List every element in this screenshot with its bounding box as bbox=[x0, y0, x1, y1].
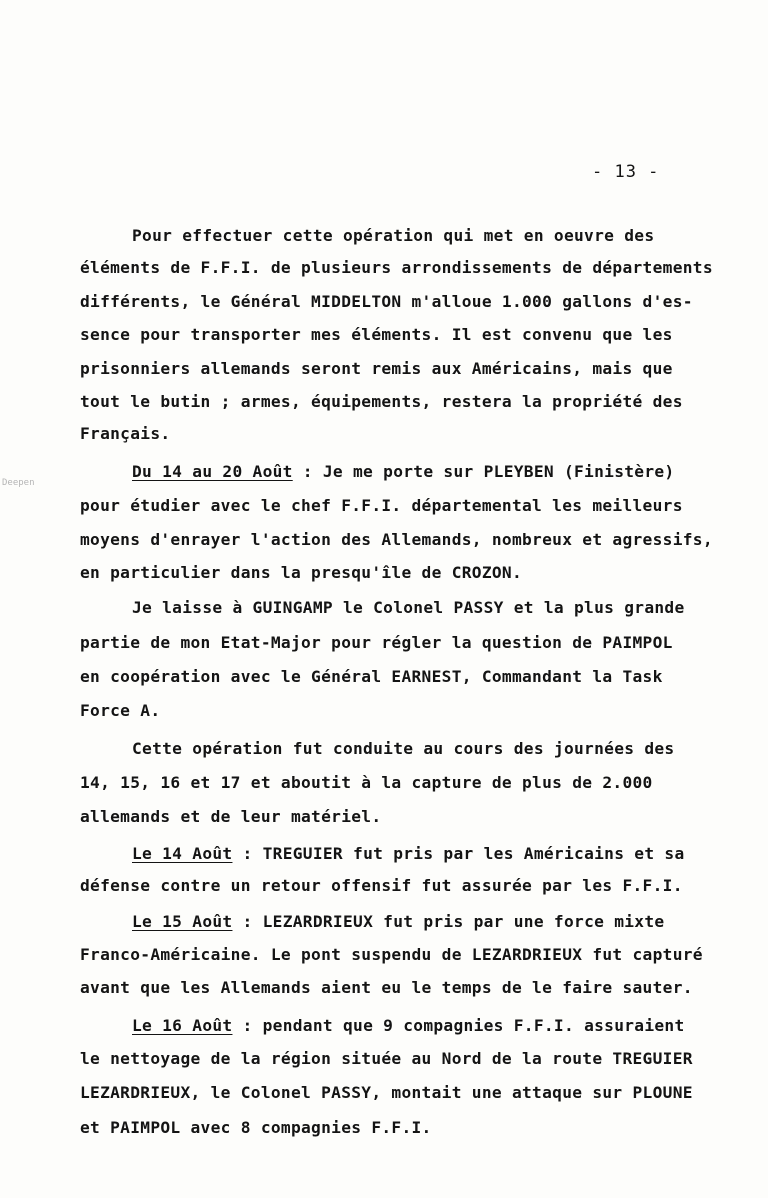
text-line bbox=[80, 667, 745, 687]
text-line bbox=[132, 1016, 768, 1036]
line-text: éléments de F.F.I. de plusieurs arrondissements de départements bbox=[80, 258, 713, 277]
line-text: Cette opération fut conduite au cours des journées des bbox=[132, 739, 675, 758]
line-text: : pendant que 9 compagnies F.F.I. assuraient bbox=[232, 1016, 685, 1035]
line-text: tout le butin ; armes, équipements, restera la propriété des bbox=[80, 392, 683, 411]
text-line bbox=[80, 978, 745, 998]
line-text: moyens d'enrayer l'action des Allemands, nombreux et agressifs, bbox=[80, 530, 713, 549]
text-line bbox=[132, 226, 768, 246]
text-line bbox=[80, 701, 745, 721]
line-text: LEZARDRIEUX, le Colonel PASSY, montait une attaque sur PLOUNE bbox=[80, 1083, 693, 1102]
underlined-date: Le 14 Août bbox=[132, 844, 233, 863]
text-line bbox=[132, 598, 768, 618]
text-line bbox=[132, 912, 768, 932]
line-text: Franco-Américaine. Le pont suspendu de LEZARDRIEUX fut capturé bbox=[80, 945, 703, 964]
text-line bbox=[80, 359, 745, 379]
line-text: Français. bbox=[80, 424, 171, 443]
margin-mark: Deepen bbox=[2, 478, 35, 488]
line-text: Pour effectuer cette opération qui met en oeuvre des bbox=[132, 226, 655, 245]
line-text: défense contre un retour offensif fut assurée par les F.F.I. bbox=[80, 876, 683, 895]
text-line bbox=[80, 945, 745, 965]
line-text: Force A. bbox=[80, 701, 161, 720]
line-text: pour étudier avec le chef F.F.I. départemental les meilleurs bbox=[80, 496, 683, 515]
text-line bbox=[80, 496, 745, 516]
page-number: - 13 - bbox=[592, 162, 660, 182]
underlined-date: Le 15 Août bbox=[132, 912, 233, 931]
line-text: : TREGUIER fut pris par les Américains et sa bbox=[232, 844, 685, 863]
text-line bbox=[80, 807, 745, 827]
text-line bbox=[80, 563, 745, 583]
line-text: 14, 15, 16 et 17 et aboutit à la capture de plus de 2.000 bbox=[80, 773, 653, 792]
text-line bbox=[80, 258, 745, 278]
underlined-date: Du 14 au 20 Août bbox=[132, 462, 293, 481]
line-text: : Je me porte sur PLEYBEN (Finistère) bbox=[292, 462, 675, 481]
line-text: Je laisse à GUINGAMP le Colonel PASSY et la plus grande bbox=[132, 598, 685, 617]
line-text: allemands et de leur matériel. bbox=[80, 807, 382, 826]
text-line bbox=[80, 530, 745, 550]
line-text: prisonniers allemands seront remis aux Américains, mais que bbox=[80, 359, 673, 378]
underlined-date: Le 16 Août bbox=[132, 1016, 233, 1035]
line-text: en particulier dans la presqu'île de CROZON. bbox=[80, 563, 523, 582]
line-text: le nettoyage de la région située au Nord de la route TREGUIER bbox=[80, 1049, 693, 1068]
line-text: partie de mon Etat-Major pour régler la question de PAIMPOL bbox=[80, 633, 673, 652]
text-line bbox=[80, 292, 745, 312]
line-text: en coopération avec le Général EARNEST, Commandant la Task bbox=[80, 667, 663, 686]
line-text: avant que les Allemands aient eu le temps de le faire sauter. bbox=[80, 978, 693, 997]
text-line bbox=[80, 1083, 745, 1103]
line-text: et PAIMPOL avec 8 compagnies F.F.I. bbox=[80, 1118, 432, 1137]
text-line bbox=[132, 739, 768, 759]
text-line bbox=[132, 844, 768, 864]
line-text: : LEZARDRIEUX fut pris par une force mixte bbox=[232, 912, 665, 931]
text-line bbox=[80, 1049, 745, 1069]
text-line bbox=[80, 773, 745, 793]
line-text: différents, le Général MIDDELTON m'alloue 1.000 gallons d'es- bbox=[80, 292, 693, 311]
text-line bbox=[80, 633, 745, 653]
text-line bbox=[80, 392, 745, 412]
line-text: sence pour transporter mes éléments. Il est convenu que les bbox=[80, 325, 673, 344]
text-line bbox=[80, 325, 745, 345]
text-line bbox=[80, 876, 745, 896]
text-line bbox=[80, 424, 745, 444]
text-line bbox=[80, 1118, 745, 1138]
text-line bbox=[132, 462, 768, 482]
